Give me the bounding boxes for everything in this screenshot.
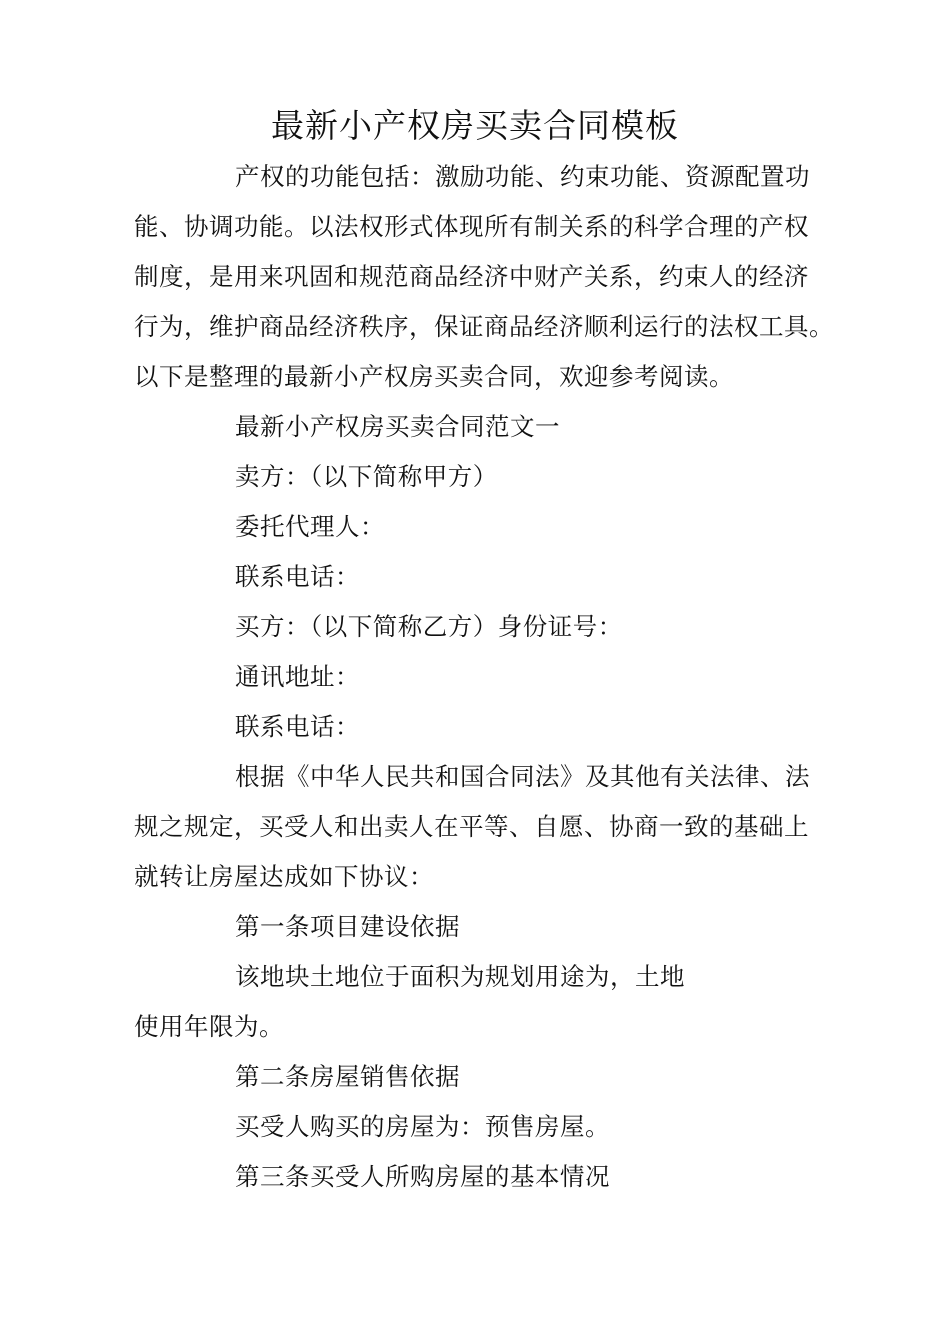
buyer-line: 买方：（以下简称乙方）身份证号： <box>235 612 623 641</box>
sample-heading: 最新小产权房买卖合同范文一 <box>235 412 560 441</box>
article3-heading: 第三条买受人所购房屋的基本情况 <box>235 1162 610 1191</box>
intro-line-4: 行为，维护商品经济秩序，保证商品经济顺利运行的法权工具。 <box>134 312 834 341</box>
article1-line-2: 使用年限为。 <box>134 1012 284 1041</box>
basis-line-3: 就转让房屋达成如下协议： <box>134 862 434 891</box>
seller-line: 卖方：（以下简称甲方） <box>235 462 498 491</box>
buyer-phone-line: 联系电话： <box>235 712 360 741</box>
address-line: 通讯地址： <box>235 662 360 691</box>
intro-line-2: 能、协调功能。以法权形式体现所有制关系的科学合理的产权 <box>134 212 809 241</box>
intro-line-5: 以下是整理的最新小产权房买卖合同，欢迎参考阅读。 <box>134 362 734 391</box>
basis-line-1: 根据《中华人民共和国合同法》及其他有关法律、法 <box>235 762 810 791</box>
article2-text: 买受人购买的房屋为：预售房屋。 <box>235 1112 610 1141</box>
basis-line-2: 规之规定，买受人和出卖人在平等、自愿、协商一致的基础上 <box>134 812 809 841</box>
article1-heading: 第一条项目建设依据 <box>235 912 460 941</box>
article1-line-1: 该地块土地位于面积为规划用途为，土地 <box>235 962 685 991</box>
seller-phone-line: 联系电话： <box>235 562 360 591</box>
article2-heading: 第二条房屋销售依据 <box>235 1062 460 1091</box>
intro-line-3: 制度，是用来巩固和规范商品经济中财产关系，约束人的经济 <box>134 262 809 291</box>
document-title: 最新小产权房买卖合同模板 <box>271 106 679 145</box>
intro-line-1: 产权的功能包括：激励功能、约束功能、资源配置功 <box>235 162 810 191</box>
agent-line: 委托代理人： <box>235 512 385 541</box>
